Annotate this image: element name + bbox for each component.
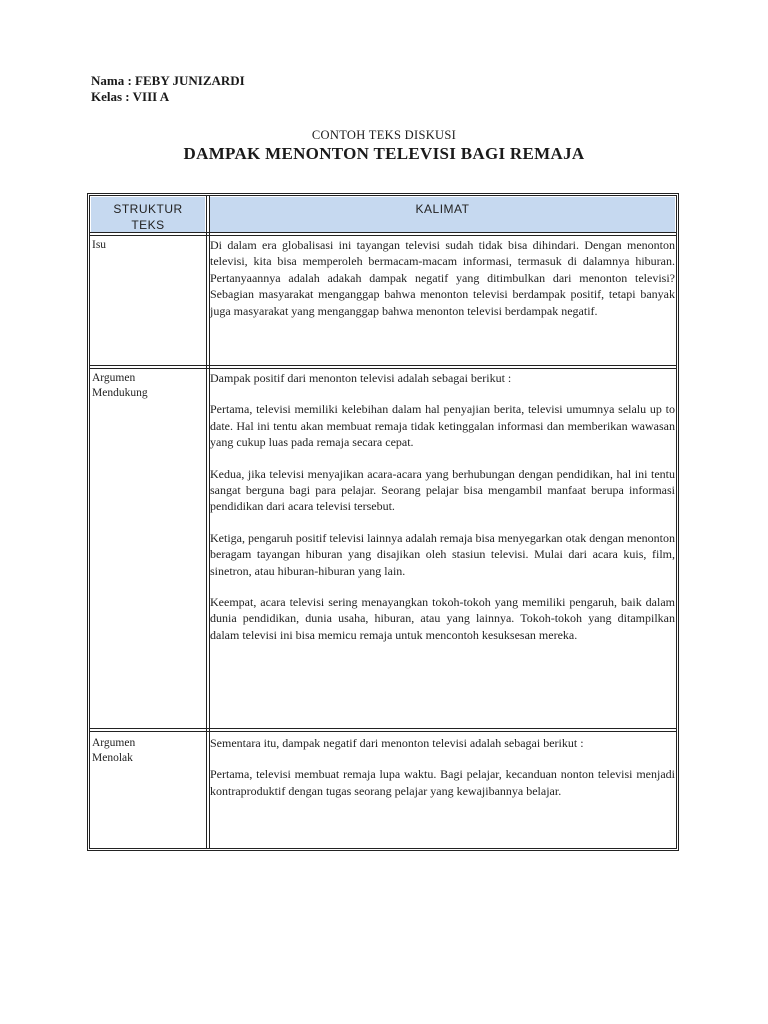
header-sentence	[210, 197, 675, 232]
paragraph: Pertama, televisi memiliki kelebihan dalam hal penyajian berita, televisi umumnya selalu up to date. Hal ini tentu akan membuat remaja tidak ketinggalan informasi dan memberikan wawasan yang cukup luas pada remaja secara cepat.	[210, 402, 675, 450]
header-structure-line2: TEKS	[131, 218, 165, 232]
paragraph: Di dalam era globalisasi ini tayangan televisi sudah tidak bisa dihindari. Dengan menonton televisi, kita bisa memperoleh bermacam-macam informasi, termasuk di dalamnya hiburan. Pertanyaannya adalah adakah dampak negatif yang ditimbulkan dari menonton televisi? Sebagian masyarakat menganggap bahwa menonton televisi berdampak positif, tetapi banyak juga masyarakat yang menganggap bahwa menonton televisi berdampak negatif.	[210, 238, 675, 318]
row-divider	[90, 365, 676, 369]
paragraph: Dampak positif dari menonton televisi adalah sebagai berikut :	[210, 371, 512, 385]
paragraph: Keempat, acara televisi sering menayangkan tokoh-tokoh yang memiliki pengaruh, baik dalam dunia pendidikan, dunia usaha, hiburan, atau yang lainnya. Tokoh-tokoh yang ditampilkan dalam televisi ini bisa memicu remaja untuk mencontoh kesuksesan mereka.	[210, 595, 675, 642]
document-subtitle: CONTOH TEKS DISKUSI	[311, 128, 457, 142]
row-text-supporting	[210, 370, 675, 643]
discussion-table	[87, 193, 679, 851]
row-label-supporting: Argumen Mendukung	[92, 372, 148, 400]
row-label-issue: Isu	[92, 239, 107, 251]
document-title: DAMPAK MENONTON TELEVISI BAGI REMAJA	[183, 144, 585, 163]
header-structure-line1: STRUKTUR	[113, 202, 183, 216]
paragraph: Ketiga, pengaruh positif televisi lainnya adalah remaja bisa menyegarkan otak dengan menonton beragam tayangan hiburan yang disajikan oleh stasiun televisi. Mulai dari acara kuis, film, sinetron, atau hiburan-hiburan yang lain.	[210, 530, 675, 578]
row-divider	[90, 728, 676, 732]
paragraph: Kedua, jika televisi menyajikan acara-acara yang berhubungan dengan pendidikan, hal ini tentu sangat berguna bagi para pelajar. Seorang pelajar bisa mengambil manfaat berupa informasi pendidikan dari acara televisi tersebut.	[210, 466, 675, 514]
student-info	[91, 73, 245, 105]
header-structure	[91, 197, 205, 232]
student-class: Kelas : VIII A	[91, 89, 170, 104]
paragraph: Pertama, televisi membuat remaja lupa waktu. Bagi pelajar, kecanduan nonton televisi menjadi kontraproduktif dengan tugas seorang pelajar yang kewajibannya belajar.	[210, 767, 675, 798]
row-label-opposing: Argumen Menolak	[92, 737, 136, 765]
row-text-opposing	[210, 735, 675, 799]
student-name: Nama : FEBY JUNIZARDI	[91, 73, 245, 88]
row-text-issue	[210, 237, 675, 319]
paragraph: Sementara itu, dampak negatif dari menonton televisi adalah sebagai berikut :	[210, 736, 584, 750]
header-sentence-label: KALIMAT	[415, 202, 470, 216]
